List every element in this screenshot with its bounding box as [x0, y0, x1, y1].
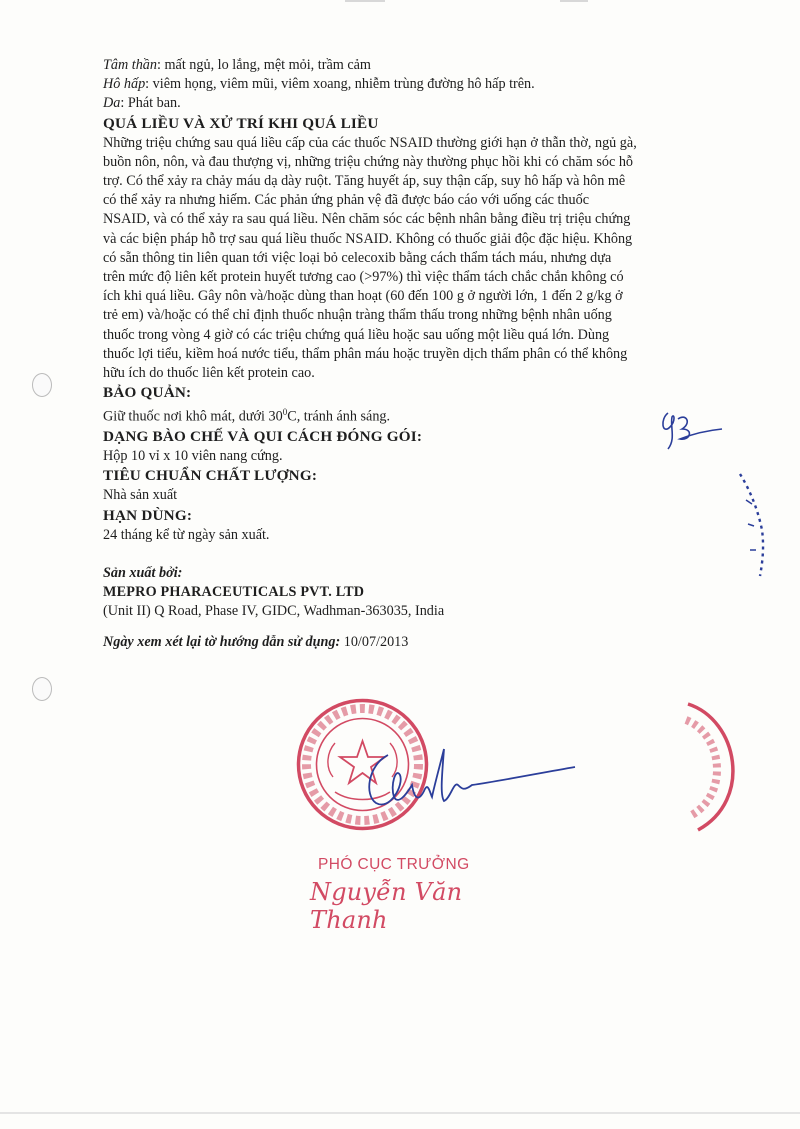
- side-effect-psychiatric: [103, 56, 739, 75]
- punch-hole: [32, 677, 52, 701]
- label: Tâm thần: [103, 57, 157, 73]
- expiry-heading: HẠN DÙNG:: [103, 506, 193, 524]
- paragraph-line: ích khi quá liều. Gây nôn và/hoặc dùng than hoạt (60 đến 100 g ở người lớn, 1 đến 2 g/kg ở: [103, 288, 623, 305]
- paragraph-line: hữu ích do thuốc liên kết protein cao.: [103, 365, 315, 382]
- label: Hô hấp: [103, 76, 146, 93]
- packaging-text: Hộp 10 vỉ x 10 viên nang cứng.: [103, 448, 283, 465]
- manufacturer-name: MEPRO PHARACEUTICALS PVT. LTD: [103, 584, 365, 600]
- quality-text: Nhà sản xuất: [103, 487, 178, 504]
- storage-text: [103, 403, 739, 427]
- spacer: [103, 621, 739, 633]
- manufacturer-address: (Unit II) Q Road, Phase IV, GIDC, Wadhman-363035, India: [103, 603, 445, 620]
- initials-signature: [650, 405, 730, 455]
- degree-superscript: 0: [282, 407, 288, 418]
- paragraph-line: NSAID, và có thể xảy ra sau quá liều. Nên chăm sóc các bệnh nhân bằng điều trị triệu chứng: [103, 211, 631, 228]
- page-edge-stamp-marks: [736, 470, 776, 580]
- scan-bottom-edge: [0, 1112, 800, 1114]
- text: : mất ngủ, lo lắng, mệt mỏi, trầm cảm: [157, 57, 371, 73]
- paragraph-line: buồn nôn, nôn, và đau thượng vị, những triệu chứng này thường phục hồi khi có chăm sóc hỗ: [103, 153, 634, 170]
- text: C, tránh ánh sáng.: [287, 408, 391, 425]
- text: Giữ thuốc nơi khô mát, dưới 30: [103, 408, 283, 425]
- scan-mark: [345, 0, 385, 2]
- paragraph-line: và các biện pháp hỗ trợ sau quá liều thuốc NSAID. Không có thuốc giải độc đặc hiệu. Không: [103, 230, 633, 247]
- spacer: [103, 545, 739, 564]
- text: : viêm họng, viêm mũi, viêm xoang, nhiễm trùng đường hô hấp trên.: [145, 76, 535, 93]
- paragraph-line: trẻ em) và/hoặc có thể chỉ định thuốc nhuận tràng thẩm thấu trong những bệnh nhân uống: [103, 307, 612, 324]
- paragraph-line: trên mức độ liên kết protein huyết tương cao (>97%) thì việc thẩm tách chắc chắn không có: [103, 269, 624, 286]
- manufacturer-label: Sản xuất bởi:: [103, 564, 183, 581]
- paragraph-line: trợ. Có thể xảy ra chảy máu dạ dày ruột. Tăng huyết áp, suy thận cấp, suy hô hấp và hôn mê: [103, 173, 626, 190]
- storage-heading: BẢO QUẢN:: [103, 384, 192, 402]
- official-name: Nguyễn Văn Thanh: [310, 878, 463, 934]
- official-title: PHÓ CỤC TRƯỞNG: [318, 856, 470, 873]
- paragraph-line: có thể xảy ra nhưng hiếm. Các phản ứng phản vệ đã được báo cáo với uống các thuốc: [103, 192, 590, 209]
- side-effect-respiratory: [103, 75, 739, 94]
- side-effect-skin: [103, 94, 739, 113]
- paragraph-line: Những triệu chứng sau quá liều cấp của các thuốc NSAID thường giới hạn ở thẫn thờ, ngủ gà,: [103, 134, 637, 151]
- expiry-text: 24 tháng kể từ ngày sản xuất.: [103, 526, 270, 543]
- review-date: 10/07/2013: [343, 634, 409, 651]
- paragraph-line: thuốc lợi tiểu, kiềm hoá nước tiểu, thẩm phân máu hoặc truyền dịch thẩm phân có thể không: [103, 345, 628, 362]
- scan-mark: [560, 0, 588, 2]
- paragraph-line: thuốc trong vòng 4 giờ có các triệu chứng quá liều hoặc sau uống một liều quá lớn. Dùng: [103, 326, 610, 343]
- paragraph-line: có sẵn thông tin liên quan tới việc loại bỏ celecoxib bằng cách thẩm tách máu, nhưng dựa: [103, 249, 612, 266]
- overdose-heading: QUÁ LIỀU VÀ XỬ TRÍ KHI QUÁ LIỀU: [103, 114, 379, 132]
- label: Da: [103, 95, 121, 112]
- packaging-heading: DẠNG BÀO CHẾ VÀ QUI CÁCH ĐÓNG GÓI:: [103, 428, 423, 446]
- review-date-line: [103, 633, 739, 652]
- text: : Phát ban.: [120, 95, 181, 112]
- partial-stamp: [678, 700, 748, 835]
- review-label: Ngày xem xét lại tờ hướng dẫn sử dụng:: [103, 634, 341, 651]
- handwritten-signature: [360, 745, 580, 835]
- punch-hole: [32, 373, 52, 397]
- document-body: [103, 56, 739, 653]
- quality-heading: TIÊU CHUẨN CHẤT LƯỢNG:: [103, 467, 318, 485]
- overdose-paragraph: [103, 134, 739, 384]
